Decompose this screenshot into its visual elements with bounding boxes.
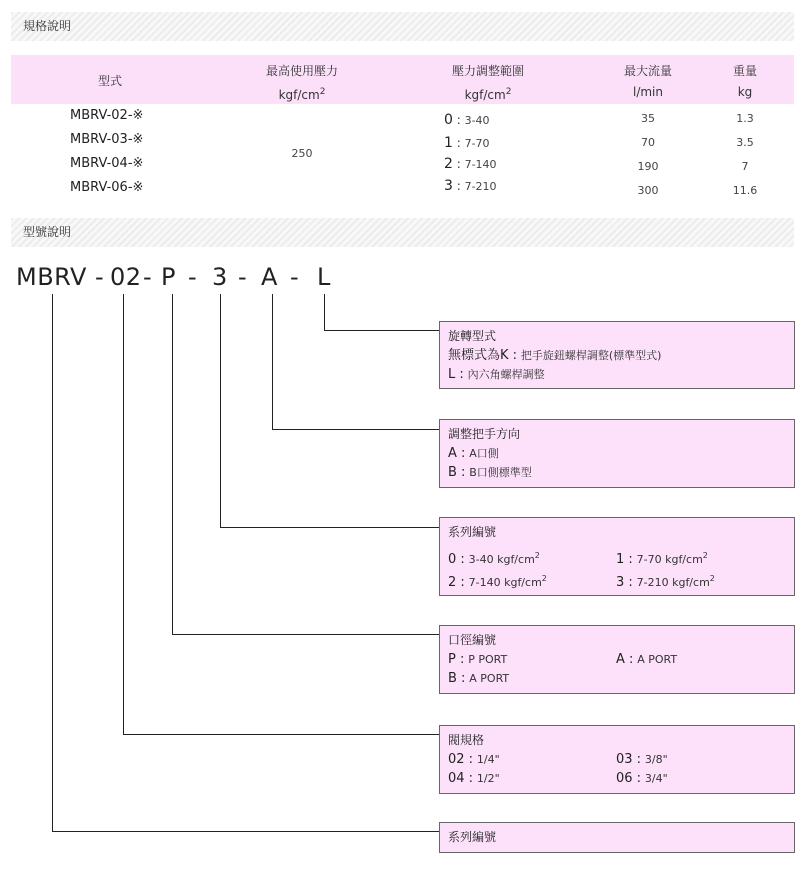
flow-cell: 70 xyxy=(641,136,655,149)
series-option-row: 0 : 3-40 kgf/$cm^2$ 1 : 7-70 kgf/$cm^2$ xyxy=(448,551,708,567)
header-max-pressure: 最高使用壓力 xyxy=(265,64,338,78)
series-option-row: 2 : 7-140 kgf/$cm^2$ 3 : 7-210 kgf/$cm^2$ xyxy=(448,574,715,590)
row-model: MBRV-04-※ xyxy=(70,156,144,171)
valve-size-title: 閥規格 xyxy=(448,733,485,747)
weight-cell: 7 xyxy=(741,160,749,173)
weight-cell: 1.3 xyxy=(736,112,754,125)
connector-series-no xyxy=(53,294,440,832)
header-model: 型式 xyxy=(97,74,122,88)
connector-series xyxy=(221,294,440,528)
series-title: 系列編號 xyxy=(448,525,497,539)
port-option-row: P : P PORT A : A PORT xyxy=(448,652,678,667)
code-dash: - xyxy=(290,263,300,291)
header-max-flow: 最大流量 xyxy=(623,64,672,78)
rotation-title: 旋轉型式 xyxy=(448,329,497,343)
code-dash: - xyxy=(143,263,153,291)
code-section-header: 型號說明 xyxy=(11,218,794,247)
shared-max-pressure: 250 xyxy=(291,147,313,160)
port-title: 口徑編號 xyxy=(448,633,497,647)
rotation-option: 無標式為K : 把手旋鈕螺桿調整(標準型式) xyxy=(448,348,662,363)
port-box xyxy=(439,625,795,694)
header-max-pressure-unit: kgf/$cm^2$ xyxy=(278,87,326,102)
code-part-handle: A xyxy=(261,263,278,291)
spec-section-header: 規格說明 xyxy=(11,12,794,41)
code-dash: - xyxy=(95,263,105,291)
weight-cell: 11.6 xyxy=(732,184,758,197)
handle-option: B : B口側標準型 xyxy=(448,465,532,480)
range-cell: 2 : 7-140 xyxy=(444,156,497,172)
header-pressure-range-unit: kgf/$cm^2$ xyxy=(464,87,512,102)
header-weight-unit: kg xyxy=(737,85,753,99)
header-pressure-range: 壓力調整範圍 xyxy=(451,64,524,78)
series-number-box xyxy=(439,822,795,853)
header-weight: 重量 xyxy=(732,64,757,78)
code-dash: - xyxy=(238,263,248,291)
code-part-range: 3 xyxy=(212,263,228,291)
row-model: MBRV-06-※ xyxy=(70,180,144,195)
code-part-series: MBRV xyxy=(16,263,87,291)
range-cell: 0 : 3-40 xyxy=(444,112,490,128)
range-cell: 1 : 7-70 xyxy=(444,135,490,151)
code-part-port: P xyxy=(161,263,176,291)
handle-option: A : A口側 xyxy=(448,446,499,461)
valve-size-option-row: 04 : 1/2" 06 : 3/4" xyxy=(448,771,668,786)
code-part-size: 02 xyxy=(110,263,142,291)
rotation-option: L : 內六角螺桿調整 xyxy=(448,367,545,382)
connector-port xyxy=(173,294,440,635)
valve-size-option-row: 02 : 1/4" 03 : 3/8" xyxy=(448,752,668,767)
flow-cell: 300 xyxy=(637,184,659,197)
header-max-flow-unit: l/min xyxy=(632,85,663,99)
row-model: MBRV-03-※ xyxy=(70,132,144,147)
connector-size xyxy=(124,294,440,735)
rotation-box xyxy=(439,321,795,389)
row-model: MBRV-02-※ xyxy=(70,108,144,123)
handle-title: 調整把手方向 xyxy=(448,427,521,441)
range-cell: 3 : 7-210 xyxy=(444,178,497,194)
port-option-row: B : A PORT xyxy=(448,671,510,686)
valve-size-box xyxy=(439,725,795,794)
code-dash: - xyxy=(188,263,198,291)
flow-cell: 190 xyxy=(637,160,659,173)
connector-handle xyxy=(273,294,440,430)
weight-cell: 3.5 xyxy=(736,136,754,149)
code-part-rotation: L xyxy=(317,263,331,291)
flow-cell: 35 xyxy=(641,112,655,125)
connector-rotation xyxy=(325,294,440,331)
handle-direction-box xyxy=(439,419,795,488)
series-number-title: 系列編號 xyxy=(448,830,497,844)
series-box xyxy=(439,517,795,596)
